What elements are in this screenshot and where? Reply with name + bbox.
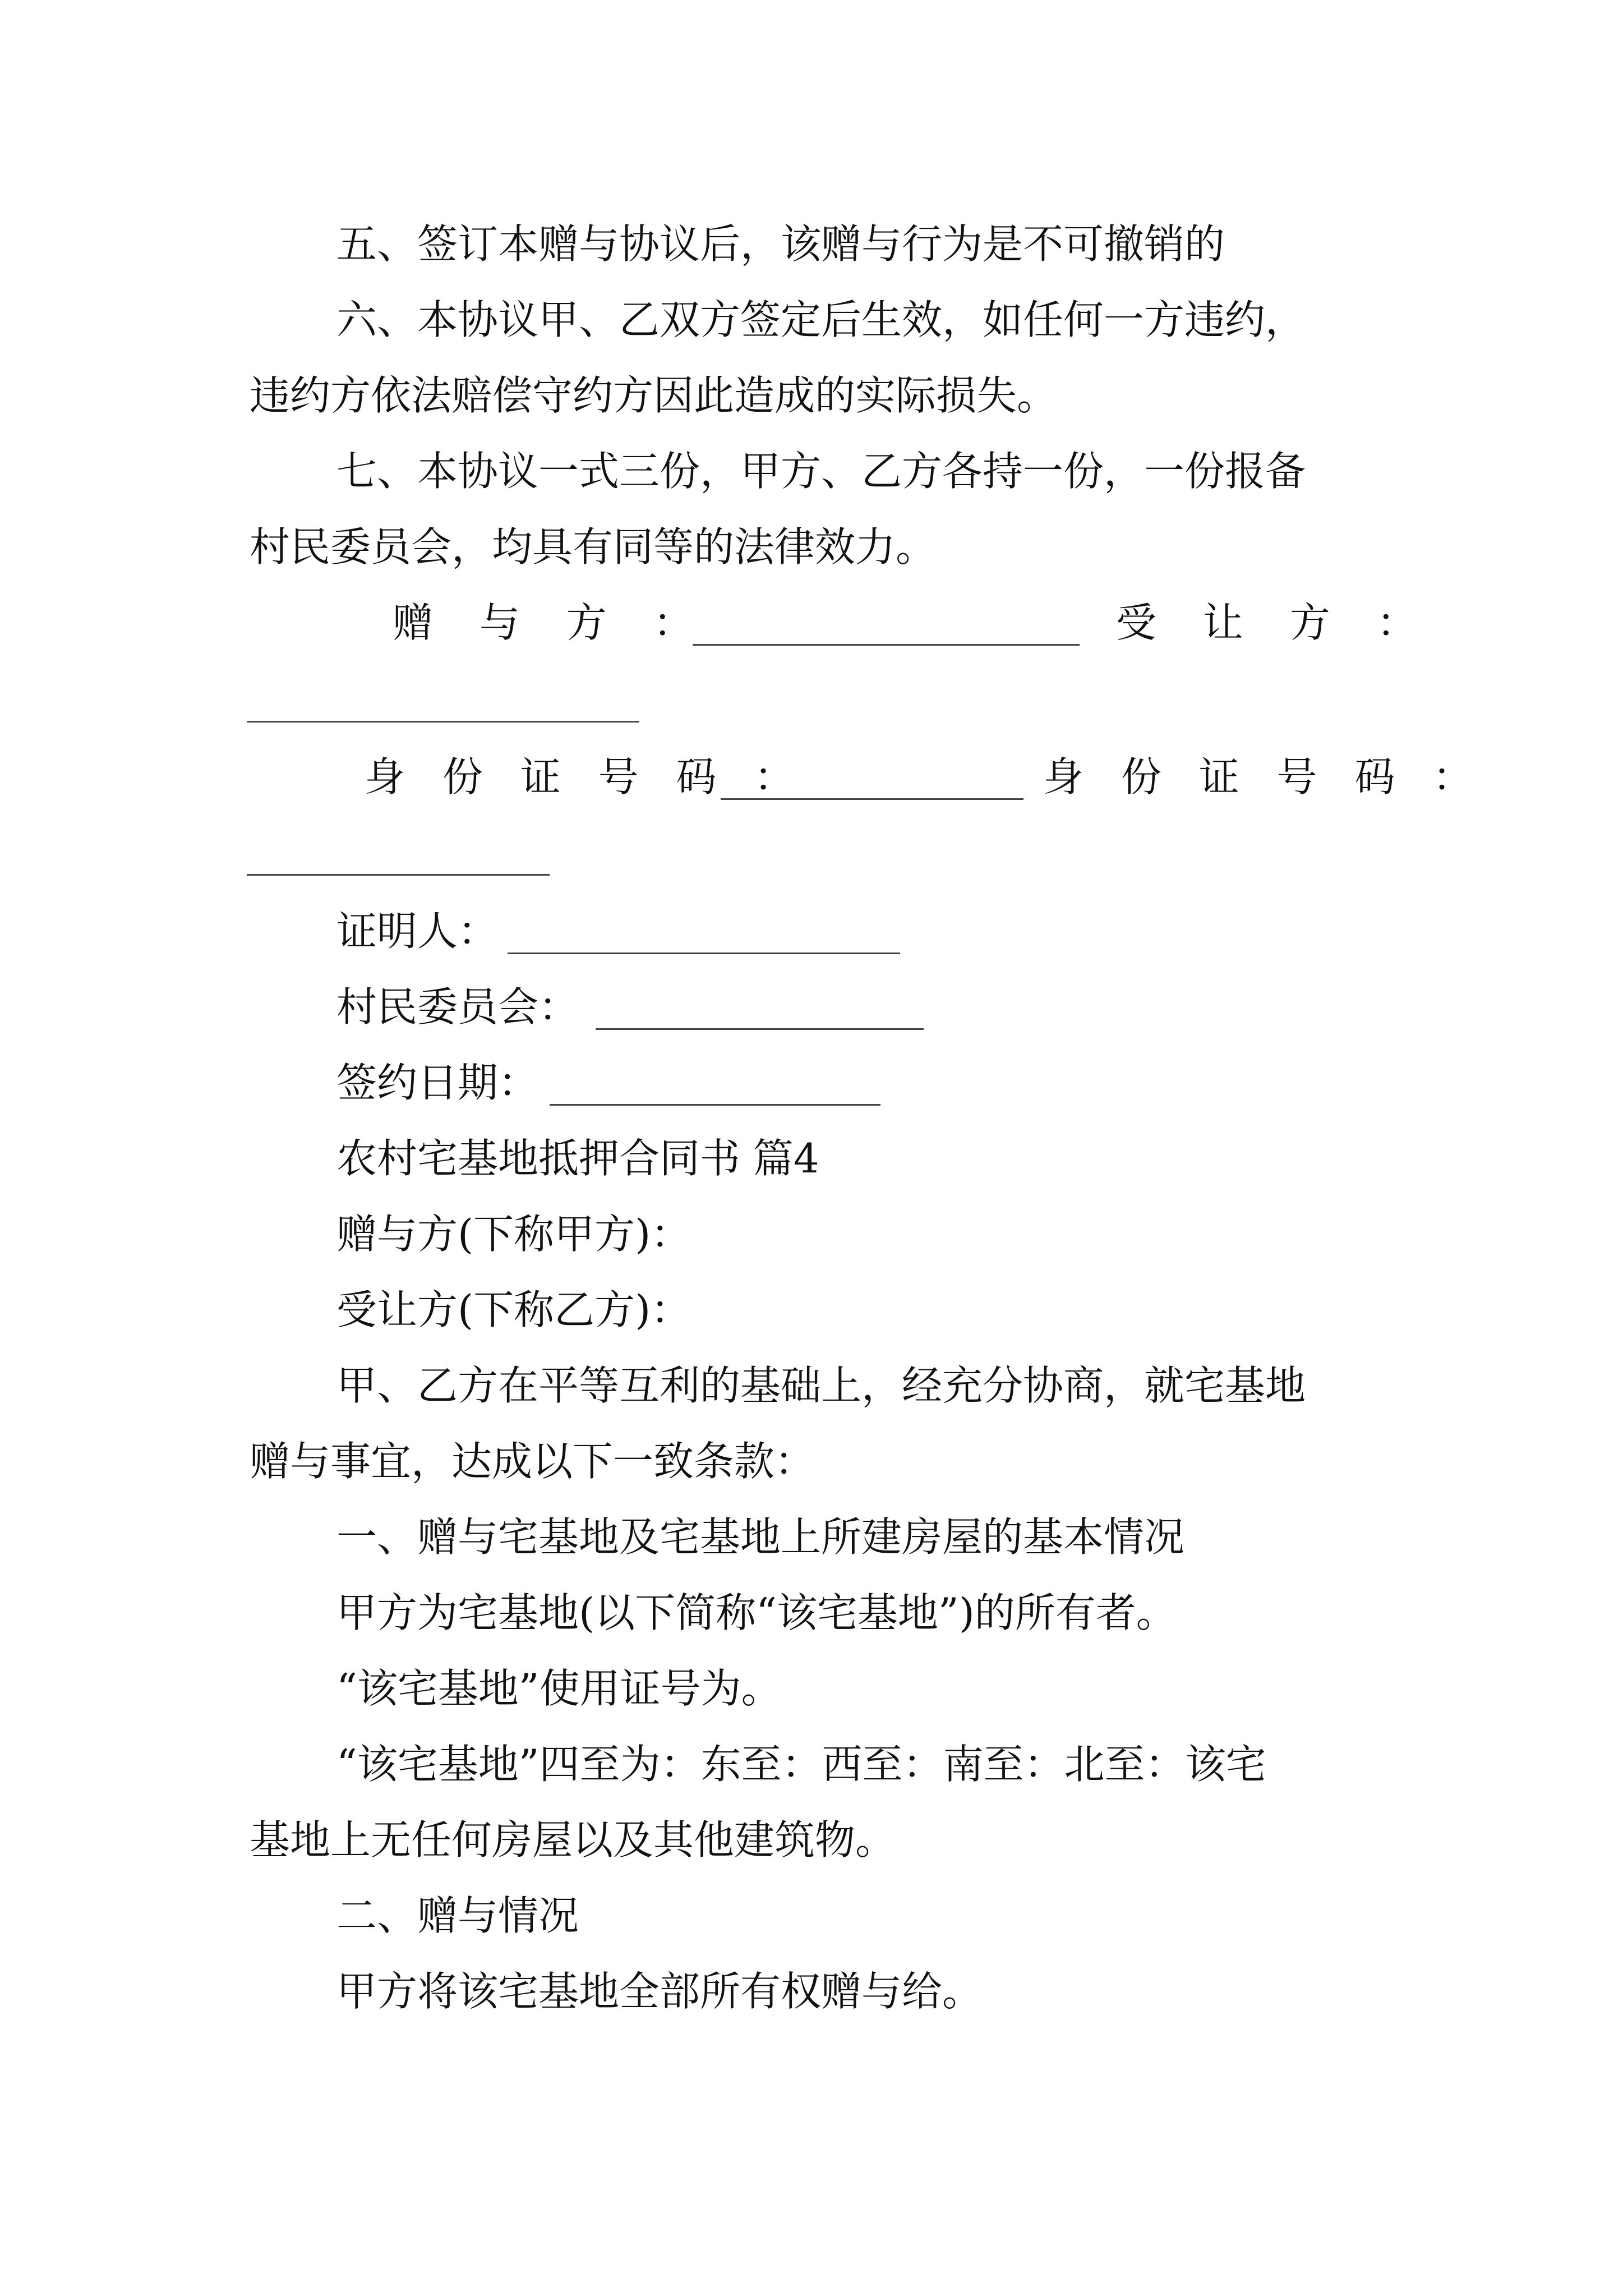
committee-label: 村民委员会： xyxy=(336,983,579,1030)
section-title: 农村宅基地抵押合同书 篇4 xyxy=(336,1135,819,1182)
donor-id-label: 身 份 证 号 码 ： xyxy=(365,753,807,800)
witness-label: 证明人： xyxy=(336,908,499,955)
body-donor: 赠与方(下称甲方)： xyxy=(336,1211,691,1258)
witness-line xyxy=(508,953,900,954)
article-1-owner: 甲方为宅基地(以下简称“该宅基地”)的所有者。 xyxy=(336,1589,1177,1636)
article-1-cert: “该宅基地”使用证号为。 xyxy=(336,1665,782,1712)
recipient-label: 受 让 方 ： xyxy=(1116,599,1434,646)
donor-id-line xyxy=(721,798,1023,800)
article-1-boundary-line-1: “该宅基地”四至为：东至：西至：南至：北至：该宅 xyxy=(336,1741,1266,1788)
clause-7-line-2: 村民委员会，均具有同等的法律效力。 xyxy=(250,523,937,570)
body-intro-line-1: 甲、乙方在平等互利的基础上，经充分协商，就宅基地 xyxy=(336,1362,1306,1409)
clause-7-line-1: 七、本协议一式三份，甲方、乙方各持一份，一份报备 xyxy=(336,448,1306,495)
article-1-boundary-line-2: 基地上无任何房屋以及其他建筑物。 xyxy=(250,1816,896,1864)
date-line xyxy=(550,1104,880,1106)
recipient-signature-line xyxy=(247,721,639,723)
clause-5: 五、签订本赠与协议后，该赠与行为是不可撤销的 xyxy=(336,220,1225,268)
recipient-id-line xyxy=(247,874,550,876)
article-2-heading: 二、赠与情况 xyxy=(336,1892,579,1939)
donor-label: 赠 与 方 ： xyxy=(393,599,711,646)
recipient-id-label: 身 份 证 号 码 ： xyxy=(1043,753,1486,800)
article-2-text: 甲方将该宅基地全部所有权赠与给。 xyxy=(336,1968,983,2015)
clause-6-line-1: 六、本协议甲、乙双方签定后生效，如任何一方违约， xyxy=(336,296,1306,343)
donor-signature-line xyxy=(693,644,1080,646)
committee-line xyxy=(596,1028,924,1030)
article-1-heading: 一、赠与宅基地及宅基地上所建房屋的基本情况 xyxy=(336,1513,1185,1561)
date-label: 签约日期： xyxy=(336,1059,539,1106)
body-intro-line-2: 赠与事宜，达成以下一致条款： xyxy=(250,1438,815,1485)
clause-6-line-2: 违约方依法赔偿守约方因此造成的实际损失。 xyxy=(250,372,1058,419)
body-recipient: 受让方(下称乙方)： xyxy=(336,1286,691,1333)
